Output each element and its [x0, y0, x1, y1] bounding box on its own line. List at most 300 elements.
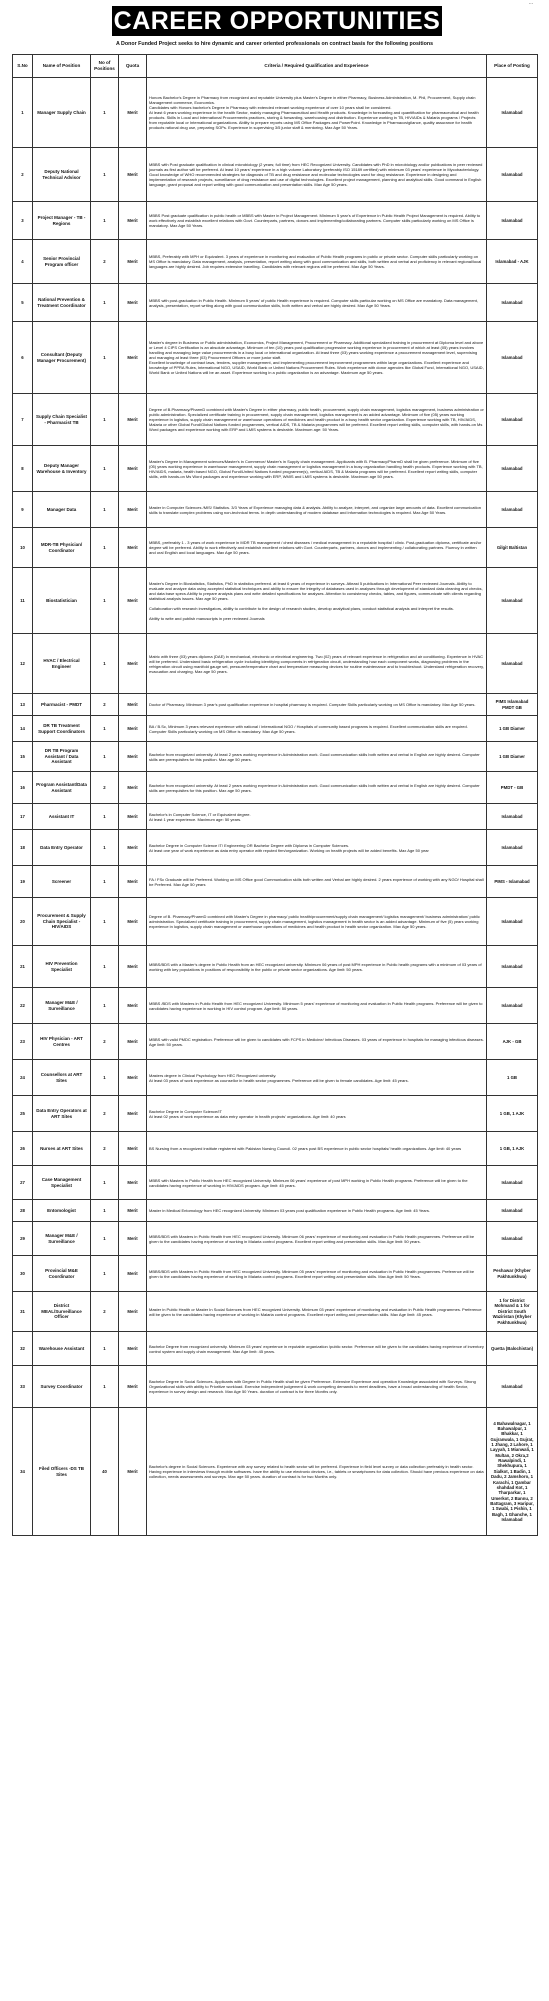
position-count-value: 1 [103, 506, 106, 512]
table-row [13, 772, 538, 804]
row-serial-number-value: 19 [20, 878, 25, 884]
position-name-value: Entomologist [47, 1207, 76, 1213]
quota-value: Merit [127, 1345, 138, 1351]
position-count-value: 1 [103, 1002, 106, 1008]
quota [119, 1332, 147, 1366]
row-serial-number [13, 866, 33, 898]
criteria-text-value: BS Nursing from a recognized institute registered with Pakistan Nursing Council. 02 years post BS experience in public sector hospitals/ health organizations. Age limit: 40 years [149, 1146, 462, 1151]
position-count [91, 568, 119, 634]
criteria-text [147, 1408, 487, 1536]
place-of-posting-value: Islamabad [501, 660, 523, 666]
place-of-posting [487, 742, 538, 772]
criteria-text-value: MBBS, preferably 1 - 3 years of work experience in MDR TB management / chest diseases / medical management in a reputable hospital / clinic. Post-graduation diploma, certificate and/or degree will be preferred. Ability to work effectively and establish excellent relations with Govt. Counterparts, partners, donors and implementing / collaborating partners. Fluency in written and oral English and local languages. Max Age 50 years. [149, 540, 482, 555]
position-name-value: Data Entry Operator [40, 844, 83, 850]
position-count-value: 2 [103, 701, 106, 707]
quota-value: Merit [127, 1038, 138, 1044]
table-row [13, 492, 538, 528]
position-count-value: 1 [103, 465, 106, 471]
place-of-posting [487, 1408, 538, 1536]
position-name-value: Manager Data [46, 506, 77, 512]
quota-value: Merit [127, 701, 138, 707]
position-name-value: National Prevention & Treatment Coordinator [37, 296, 86, 308]
position-name-value: Supply Chain Specialist - Pharmacist TB [35, 413, 87, 425]
criteria-text-value: Bachelor Degree in Social Sciences. Applicants with Degree in Public Health shall be given Preference. Extensive Experience and operation Knowledge associated with Surveys. Strong Organizational skills with ability to Prioritize workload. Exercise independent judgement & work competing demands to meet deadlines, have a broad understanding of health Sector, experience in survey design and research. Max Age 50 Years. duration of contract is for three Months only. [149, 1379, 476, 1394]
criteria-text [147, 394, 487, 446]
criteria-text [147, 1292, 487, 1332]
quota [119, 830, 147, 866]
position-count [91, 1222, 119, 1256]
row-serial-number [13, 78, 33, 148]
row-serial-number-value: 18 [20, 844, 25, 850]
table-row [13, 446, 538, 492]
position-count [91, 1332, 119, 1366]
quota [119, 898, 147, 946]
criteria-text [147, 830, 487, 866]
column-header-sno: S.No [13, 55, 33, 78]
position-name-value: Manager Supply Chain [37, 109, 86, 115]
criteria-text-value: Degree of B.Pharmacy/PharmD combined with Master's Degree in either pharmacy, public health, procurement, supply chain management, logistics management, business administration or public administration. Specialized certificate training in procurement, supply chain management, logistics management is an added advantage. Minimum of five (05) years working experience in logistics, supply chain management or warehouse operations of medicines and health product in a busy health sector organization. Experience working with TB, HIV/AIDS, Malaria or other Global Fund/Global Nations funded programmes, vertical AIDS, TB & Malaria programmes will be preferred. Excellent report writing skills, computer skills, with hands-on Ms Word packages and experience working with ERP and LMIS systems is desirable. Maximum age: 50 Years. [149, 407, 484, 432]
quota [119, 1256, 147, 1292]
criteria-text [147, 898, 487, 946]
table-row [13, 1024, 538, 1060]
position-count-value: 2 [103, 1145, 106, 1151]
place-of-posting [487, 568, 538, 634]
row-serial-number-value: 32 [20, 1345, 25, 1351]
position-name [33, 240, 91, 284]
criteria-text-value: Bachelor Degree from recognized university. Minimum 03 years' experience in reputable organization /public sector. Preference will be given to the candidates having experience of inventory control system and supply chain management. Max Age limit: 45 years. [149, 1343, 484, 1354]
place-of-posting-value: Islamabad [501, 217, 523, 223]
quota [119, 1222, 147, 1256]
place-of-posting-value: AJK - GB [502, 1038, 522, 1044]
position-count-value: 1 [103, 354, 106, 360]
row-serial-number [13, 528, 33, 568]
place-of-posting [487, 804, 538, 830]
position-count [91, 78, 119, 148]
place-of-posting [487, 830, 538, 866]
position-count [91, 1024, 119, 1060]
criteria-text [147, 1132, 487, 1166]
row-serial-number [13, 742, 33, 772]
row-serial-number-value: 24 [20, 1074, 25, 1080]
criteria-text [147, 946, 487, 988]
row-serial-number-value: 10 [20, 544, 25, 550]
place-of-posting-value: Islamabad [501, 506, 523, 512]
criteria-text [147, 284, 487, 322]
position-name [33, 1256, 91, 1292]
position-name-value: Program Assistant/Data Assistant [36, 781, 87, 793]
quota [119, 322, 147, 394]
quota [119, 742, 147, 772]
position-count-value: 1 [103, 660, 106, 666]
position-name [33, 898, 91, 946]
criteria-text [147, 1096, 487, 1132]
position-count-value: 1 [103, 1383, 106, 1389]
criteria-text [147, 988, 487, 1024]
quota [119, 772, 147, 804]
position-name [33, 1222, 91, 1256]
criteria-text-value: Doctor of Pharmacy. Minimum 3 year's post qualification experience in hospital pharmacy is required. Computer Skills particularly working on MS Office is mandatory. Max Age 50 years. [149, 702, 476, 707]
position-name [33, 1060, 91, 1096]
position-name [33, 1200, 91, 1222]
place-of-posting [487, 446, 538, 492]
quota [119, 492, 147, 528]
criteria-text [147, 694, 487, 716]
place-of-posting [487, 1132, 538, 1166]
position-name [33, 78, 91, 148]
place-of-posting [487, 898, 538, 946]
row-serial-number [13, 1256, 33, 1292]
quota-value: Merit [127, 416, 138, 422]
position-count-value: 2 [103, 258, 106, 264]
table-row [13, 866, 538, 898]
quota [119, 568, 147, 634]
quota-value: Merit [127, 918, 138, 924]
position-name-value: Deputy National Technical Advisor [42, 168, 81, 180]
criteria-text [147, 78, 487, 148]
table-row [13, 1060, 538, 1096]
position-name-value: HVAC / Electrical Engineer [43, 657, 80, 669]
masthead [12, 0, 537, 54]
quota-value: Merit [127, 1074, 138, 1080]
position-count [91, 1366, 119, 1408]
position-name-value: HIV Prevention Specialist [45, 960, 78, 972]
table-row [13, 1366, 538, 1408]
place-of-posting-value: Islamabad [501, 299, 523, 305]
table-row [13, 1222, 538, 1256]
place-of-posting [487, 988, 538, 1024]
position-count [91, 1096, 119, 1132]
criteria-text [147, 240, 487, 284]
place-of-posting-value: Islamabad - AJK [495, 258, 529, 264]
place-of-posting-value: Islamabad [501, 597, 523, 603]
table-row [13, 988, 538, 1024]
criteria-text [147, 716, 487, 742]
place-of-posting [487, 394, 538, 446]
table-row [13, 1292, 538, 1332]
position-count [91, 240, 119, 284]
quota-value: Merit [127, 597, 138, 603]
position-name-value: Consultant (Deputy Manager Procurement) [36, 351, 86, 363]
row-serial-number [13, 1332, 33, 1366]
row-serial-number [13, 634, 33, 694]
intro-text: A Donor Funded Project seeks to hire dynamic and career oriented professionals on contract basis for the following positions [115, 41, 434, 47]
column-header-position: Name of Position [33, 55, 91, 78]
table-row [13, 1200, 538, 1222]
row-serial-number [13, 1222, 33, 1256]
position-name [33, 946, 91, 988]
place-of-posting-value: Islamabad [501, 1207, 523, 1213]
place-of-posting-value: 1 for District Mohmand & 1 for District South Waziristan (Khyber Pakhtunkhwa) [492, 1298, 532, 1325]
place-of-posting [487, 1096, 538, 1132]
page-title: CAREER OPPORTUNITIES [113, 7, 441, 35]
criteria-text [147, 1332, 487, 1366]
criteria-text-value: Bachelor Degree in Computer Science IT/ Engineering OR Bachelor Degree with Diploma in Computer Sciences. At least one year of work experience as data entry operator with reputed firm/organization. Working on health projects will be added benefits. Max Age 50 year [149, 842, 429, 853]
position-count-value: 1 [103, 753, 106, 759]
position-name [33, 528, 91, 568]
row-serial-number-value: 21 [20, 963, 25, 969]
place-of-posting-value: Islamabad [501, 109, 523, 115]
position-count-value: 1 [103, 1074, 106, 1080]
position-name-value: Biostatistician [46, 597, 77, 603]
criteria-text-value: Master in Medical Entomology from HEC recognized University. Minimum 03 years post qualification experience in Public Health programs. Age limit: 45 Years. [149, 1208, 430, 1213]
position-count [91, 830, 119, 866]
position-name-value: Project Manager - TB -Regions [37, 214, 86, 226]
place-of-posting-value: Islamabad [501, 963, 523, 969]
table-row [13, 1096, 538, 1132]
table-row [13, 1132, 538, 1166]
row-serial-number-value: 12 [20, 660, 25, 666]
position-count-value: 1 [103, 878, 106, 884]
position-count [91, 446, 119, 492]
table-row [13, 240, 538, 284]
place-of-posting [487, 492, 538, 528]
table-row [13, 322, 538, 394]
place-of-posting [487, 1292, 538, 1332]
position-count [91, 742, 119, 772]
quota [119, 284, 147, 322]
table-row [13, 898, 538, 946]
position-name-value: DR TB Program Assistant / Data Assistant [44, 748, 79, 765]
position-name-value: HIV Physician - ART Centres [40, 1035, 83, 1047]
position-count-value: 1 [103, 299, 106, 305]
position-name [33, 1166, 91, 1200]
row-serial-number [13, 492, 33, 528]
quota [119, 1366, 147, 1408]
position-name [33, 742, 91, 772]
row-serial-number [13, 1132, 33, 1166]
criteria-text-value: Honors Bachelor's Degree in Pharmacy from recognized and reputable University plus Master's Degree in either Pharmacy, Business Administration, M. Phil, Procurement, Supply chain Management commerce, Economics. Candidates with Honors bachelor's Degree in Pharmacy with extended relevant working experience of over 10 years shall be considered. At least 6 years working experience in the health Sector, mainly managing Pharmaceutical and Health products. Knowledge in forecasting and quantification for pharmaceutical and health products. Skills in Local and international Procurements practices, storing & forwarding, warehousing and distribution. Experience working in TB, HIV/AIDs & Malaria programs / Projects from reputable local or International organizations. Ability to prepare reports using MS Office Packages and PowerPoint. Knowledge in Pharmacovigilance, quality assurance for health products rational drug use, preparing SOPs. Experience in supervising 3/5 junior staff & mentoring. Max Age 50 Years. [149, 95, 479, 130]
quota [119, 988, 147, 1024]
quota [119, 804, 147, 830]
quota [119, 1060, 147, 1096]
table-row [13, 742, 538, 772]
place-of-posting-value: Islamabad [501, 918, 523, 924]
quota-value: Merit [127, 844, 138, 850]
position-count-value: 1 [103, 918, 106, 924]
table-row [13, 830, 538, 866]
quota [119, 394, 147, 446]
row-serial-number-value: 13 [20, 701, 25, 707]
place-of-posting [487, 240, 538, 284]
table-header-row [13, 55, 538, 78]
quota-value: Merit [127, 878, 138, 884]
row-serial-number-value: 1 [21, 109, 24, 115]
row-serial-number [13, 202, 33, 240]
position-name [33, 866, 91, 898]
criteria-text-value: MBBS, Preferably with MPH or Equivalent. 3 years of experience in monitoring and evaluation of Public Health programs in public or private sector. Computer skills particularly working on MS Office is mandatory. Data management, analysis, presentation, report writing along with good communication and skills, both written and verbal and proficiency in relevant regional/local languages are highly desired. Job requires extensive travelling. Candidates with relevant regions will be preferred. Max Age 50 Years. [149, 254, 482, 269]
position-name [33, 492, 91, 528]
position-count-value: 1 [103, 171, 106, 177]
quota [119, 148, 147, 202]
criteria-text-value: Bachelor from recognized university. At least 2 years working experience in Administration work. Good communication skills both written and verbal in English are highly desired. Computer skills are prerequisites for this position. Max age 50 years. [149, 751, 480, 762]
row-serial-number [13, 1408, 33, 1536]
table-row [13, 202, 538, 240]
table-row [13, 528, 538, 568]
place-of-posting [487, 284, 538, 322]
place-of-posting-value: PIMS - Islamabad [494, 878, 530, 884]
position-count [91, 1200, 119, 1222]
position-count [91, 492, 119, 528]
position-name [33, 568, 91, 634]
row-serial-number [13, 284, 33, 322]
table-row [13, 804, 538, 830]
position-name-value: Case Management Specialist [41, 1176, 82, 1188]
row-serial-number-value: 23 [20, 1038, 25, 1044]
place-of-posting [487, 1060, 538, 1096]
position-name-value: Screener [51, 878, 72, 884]
row-serial-number-value: 16 [20, 784, 25, 790]
row-serial-number-value: 22 [20, 1002, 25, 1008]
criteria-text [147, 1200, 487, 1222]
row-serial-number-value: 15 [20, 753, 25, 759]
place-of-posting [487, 1222, 538, 1256]
quota [119, 202, 147, 240]
criteria-text-value: Masters degree in Clinical Psychology from HEC Recognized university. At least 03 years of work experience as counsellor in health sector programmes. Preference will be given to female candidates. Age limit: 45 years. [149, 1072, 409, 1083]
quota-value: Merit [127, 1110, 138, 1116]
place-of-posting-value: PIMS Islamabad PMDT GB [495, 699, 529, 710]
criteria-text-value: MBBS/BDS with Masters in Public Health from HEC recognized University. Minimum 06 years' experience of monitoring and evaluation in Public Health programmes. Preference will be given to the candidates having experience of working in Malaria control programs. Excellent report writing and presentation skills. Max Age limit: 50 years. [149, 1233, 475, 1244]
position-count-value: 2 [103, 784, 106, 790]
row-serial-number-value: 3 [21, 217, 24, 223]
place-of-posting-value: Gilgit Baltistan [496, 544, 528, 550]
row-serial-number [13, 1200, 33, 1222]
position-count [91, 866, 119, 898]
criteria-text-value: MBBS/BDS with a Master's degree in Public Health from an HEC recognized university. Minimum 06 years of post MPH experience in Public health programs with a minimum of 03 years of working with key populations in positions of responsibility in the public or private sector organizations. Age limit: 50 years. [149, 961, 482, 972]
quota-value: Merit [127, 354, 138, 360]
place-of-posting-value: Islamabad [501, 1235, 523, 1241]
position-count-value: 2 [103, 1308, 106, 1314]
quota-value: Merit [127, 660, 138, 666]
place-of-posting-value: Islamabad [501, 1383, 523, 1389]
criteria-text-value: BA / B.Sc, Minimum 3 years relevant experience with national / international NGO / Hospitals of community based programs is required. Excellent communication skills are required. Computer Skills particularly working on MS Office is mandatory. Max Age 50 years. [149, 723, 468, 734]
criteria-text [147, 1222, 487, 1256]
criteria-text [147, 804, 487, 830]
position-count [91, 284, 119, 322]
quota-value: Merit [127, 1179, 138, 1185]
row-serial-number-value: 28 [20, 1207, 25, 1213]
criteria-text-value: Bachelor's degree in Social Sciences. Experience with any survey related to health sector will be preferred. Experience in field level survey or data collection preferably in health sector. Having experience in interviews through mobile softwares. have the ability to use electronic devices, i.e., tablets or smartphones for data collection. Should have previous experience on data collection, needs assessments and surveys. Max age 50 years. duration of contract is for two Months only. [149, 1464, 484, 1479]
criteria-text-value: MBBS /BDS with Masters in Public Health from HEC recognized University. Minimum 5 years' experience of monitoring and evaluation in Public Health programs. Preference will be given to candidates having experience in working in HIV control program. Age limit: 50 years. [149, 1000, 483, 1011]
place-of-posting-value: Islamabad [501, 171, 523, 177]
position-name [33, 1408, 91, 1536]
position-name [33, 1132, 91, 1166]
position-name [33, 988, 91, 1024]
row-serial-number-value: 5 [21, 299, 24, 305]
position-name [33, 1366, 91, 1408]
criteria-text-value: Bachelor's in Computer Science, IT or Equivalent degree. At least 1 year experience. Maximum age: 50 years. [149, 811, 251, 822]
position-name-value: Warehouse Assistant [38, 1345, 85, 1351]
position-count-value: 1 [103, 963, 106, 969]
criteria-text-value: Bachelor from recognized university. At least 2 years working experience in Administration work. Good communication skills both written and verbal in English are highly desired. Computer skills are prerequisites for this position. Max age 50 years. [149, 782, 480, 793]
criteria-text-value: MBBS/BDS with Masters in Public Health from HEC recognized University. Minimum 05 years' experience of monitoring and evaluation in Public Health programmes. Preference will be given to the candidates having experience of working in Malaria control programs. Excellent report writing and presentation skills. Max Age limit: 50 Years. [149, 1268, 475, 1279]
row-serial-number [13, 394, 33, 446]
position-name [33, 804, 91, 830]
criteria-text [147, 202, 487, 240]
position-count [91, 528, 119, 568]
row-serial-number-value: 8 [21, 465, 24, 471]
row-serial-number-value: 33 [20, 1383, 25, 1389]
quota-value: Merit [127, 1383, 138, 1389]
position-count-value: 1 [103, 813, 106, 819]
table-row [13, 568, 538, 634]
place-of-posting-value: 1 GB Diamer [499, 753, 525, 759]
place-of-posting [487, 716, 538, 742]
quota [119, 634, 147, 694]
place-of-posting-value: Quetta (Balochistan) [490, 1345, 534, 1351]
table-row [13, 1332, 538, 1366]
position-count-value: 40 [102, 1468, 107, 1474]
criteria-text [147, 1060, 487, 1096]
criteria-text [147, 322, 487, 394]
row-serial-number [13, 1166, 33, 1200]
position-count-value: 1 [103, 1235, 106, 1241]
row-serial-number-value: 6 [21, 354, 24, 360]
quota-value: Merit [127, 963, 138, 969]
row-serial-number-value: 20 [20, 918, 25, 924]
position-count [91, 202, 119, 240]
quota-value: Merit [127, 784, 138, 790]
quota-value: Merit [127, 544, 138, 550]
row-serial-number [13, 772, 33, 804]
row-serial-number [13, 568, 33, 634]
position-name [33, 1096, 91, 1132]
quota-value: Merit [127, 813, 138, 819]
place-of-posting-value: PMDT - GB [500, 784, 524, 790]
row-serial-number [13, 946, 33, 988]
criteria-text [147, 148, 487, 202]
position-name-value: Assistant IT [48, 813, 75, 819]
criteria-text [147, 634, 487, 694]
row-serial-number-value: 26 [20, 1145, 25, 1151]
position-count-value: 1 [103, 1270, 106, 1276]
row-serial-number [13, 148, 33, 202]
table-row [13, 284, 538, 322]
position-name-value: Manager M&E / Surveillance [45, 1232, 78, 1244]
position-count [91, 804, 119, 830]
position-count [91, 1166, 119, 1200]
position-name [33, 772, 91, 804]
quota [119, 694, 147, 716]
place-of-posting [487, 694, 538, 716]
position-count [91, 1256, 119, 1292]
position-count [91, 988, 119, 1024]
quota-value: Merit [127, 258, 138, 264]
position-count-value: 1 [103, 416, 106, 422]
positions-table [12, 54, 538, 1536]
position-count [91, 1132, 119, 1166]
criteria-text-value: FA / FSc Graduate will be Preferred. Working on MS Office good Communication skills both written and Verbal are highly desired. 2 years experience of working with any NGO/ Hospital shall be Preferred. Max Age 50 years [149, 876, 484, 887]
table-row [13, 394, 538, 446]
column-header-place: Place of Posting [487, 55, 538, 78]
position-count-value: 1 [103, 725, 106, 731]
place-of-posting [487, 1366, 538, 1408]
position-count [91, 634, 119, 694]
place-of-posting [487, 528, 538, 568]
position-name-value: Provincial M&E Coordinator [45, 1267, 78, 1279]
criteria-text [147, 528, 487, 568]
place-of-posting [487, 946, 538, 988]
position-name-value: Survey Coordinator [40, 1383, 83, 1389]
quota-value: Merit [127, 1207, 138, 1213]
row-serial-number [13, 1292, 33, 1332]
place-of-posting [487, 1166, 538, 1200]
quota-value: Merit [127, 1468, 138, 1474]
place-of-posting [487, 148, 538, 202]
row-serial-number-value: 2 [21, 171, 24, 177]
table-row [13, 694, 538, 716]
row-serial-number [13, 988, 33, 1024]
criteria-text [147, 772, 487, 804]
